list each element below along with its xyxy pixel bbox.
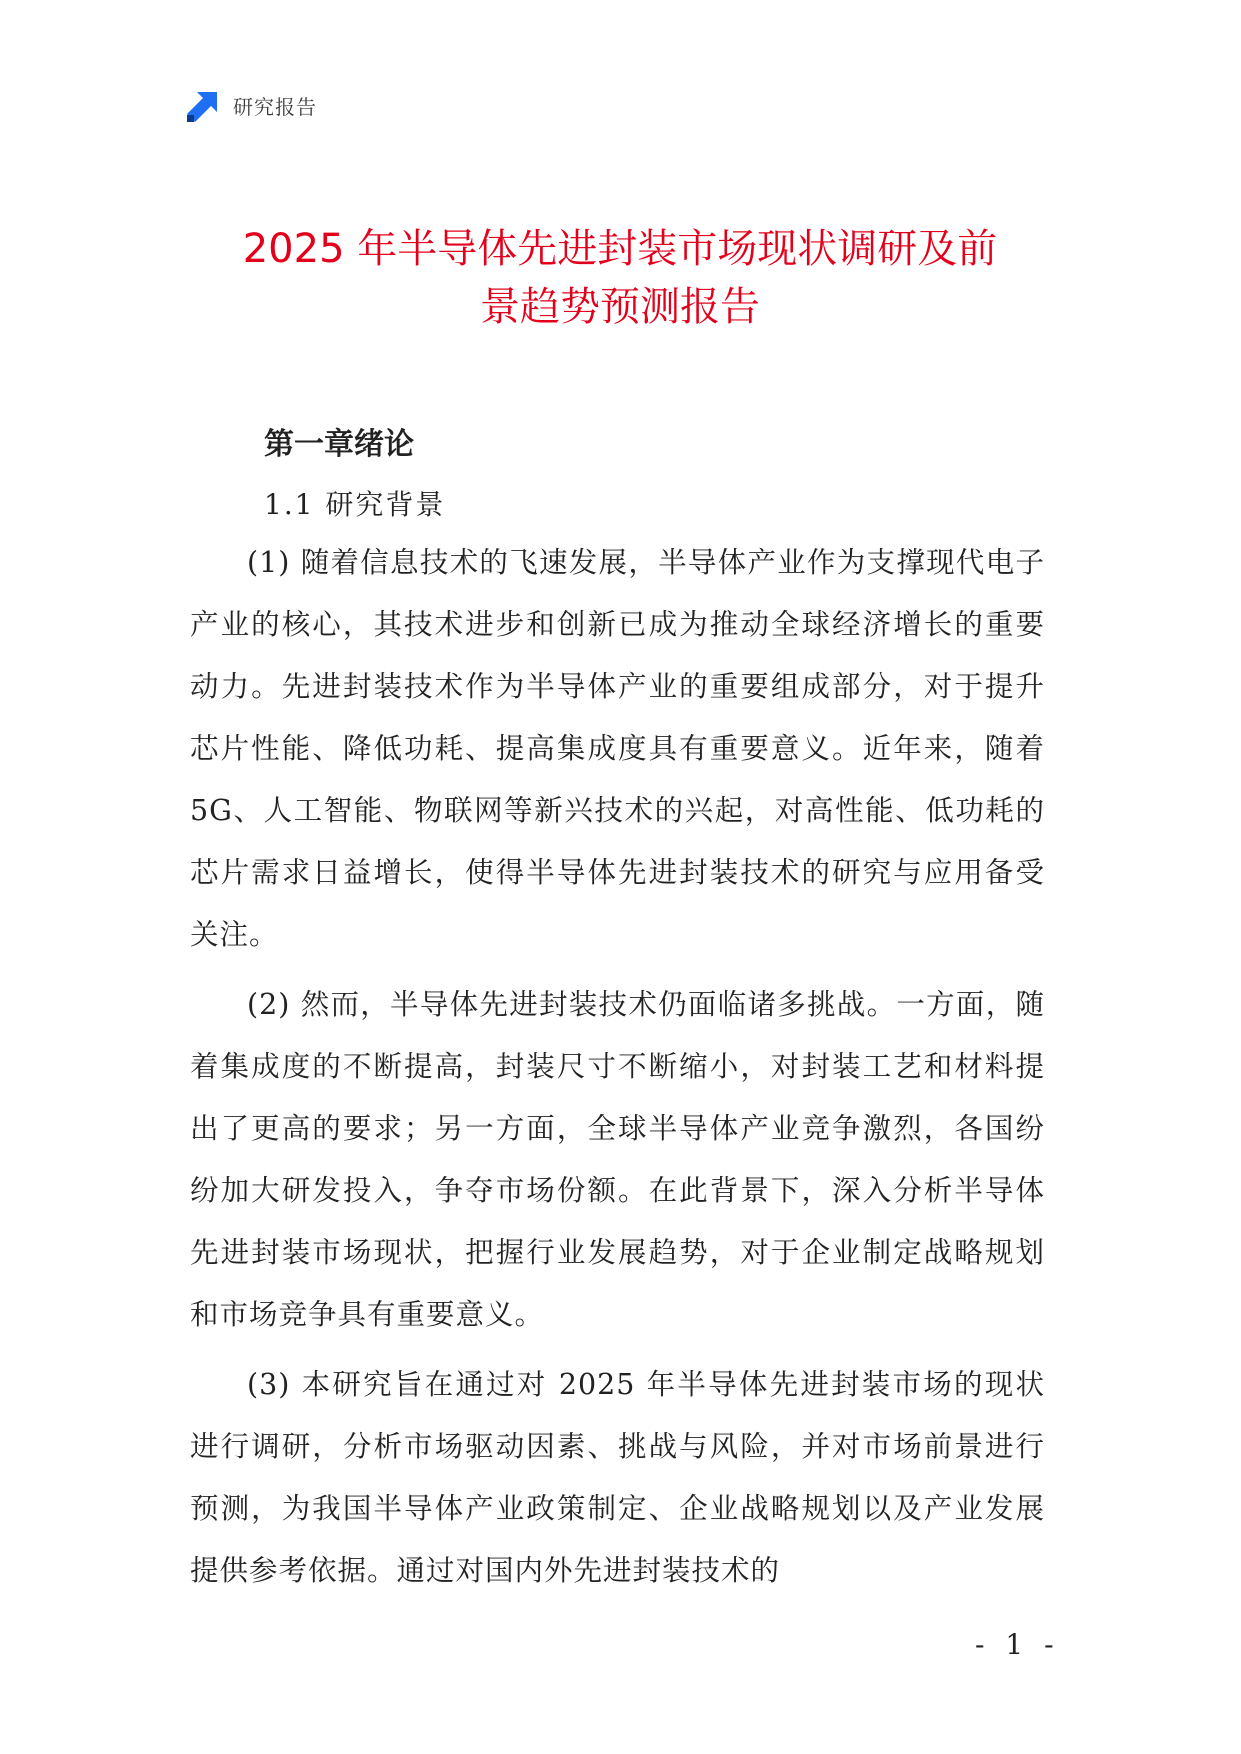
report-title [170, 220, 1070, 336]
page-number: - 1 - [975, 1628, 1060, 1661]
header-label: 研究报告 [233, 94, 317, 119]
arrow-up-right-icon [187, 88, 221, 122]
paragraph-3: (3) 本研究旨在通过对 2025 年半导体先进封装市场的现状进行调研，分析市场驱动因素、挑战与风险，并对市场前景进行预测，为我国半导体产业政策制定、企业战略规划以及产业发展提供参考依据。通过对国内外先进封装技术的 [190, 1368, 1045, 1587]
report-body [190, 420, 1045, 1602]
paragraph-1: (1) 随着信息技术的飞速发展，半导体产业作为支撑现代电子产业的核心，其技术进步和创新已成为推动全球经济增长的重要动力。先进封装技术作为半导体产业的重要组成部分，对于提升芯片性能、降低功耗、提高集成度具有重要意义。近年来，随着 5G、人工智能、物联网等新兴技术的兴起，对高性能、低功耗的芯片需求日益增长，使得半导体先进封装技术的研究与应用备受关注。 [190, 546, 1045, 951]
report-header [187, 88, 317, 122]
title-line-1: 2025 年半导体先进封装市场现状调研及前 [242, 226, 998, 272]
chapter-heading: 第一章绪论 [264, 427, 414, 462]
paragraph-2: (2) 然而，半导体先进封装技术仍面临诸多挑战。一方面，随着集成度的不断提高，封装尺寸不断缩小，对封装工艺和材料提出了更高的要求；另一方面，全球半导体产业竞争激烈，各国纷纷加大研发投入，争夺市场份额。在此背景下，深入分析半导体先进封装市场现状，把握行业发展趋势，对于企业制定战略规划和市场竞争具有重要意义。 [190, 988, 1045, 1331]
title-line-2: 景趋势预测报告 [480, 284, 760, 330]
section-heading: 1.1 研究背景 [264, 488, 446, 521]
